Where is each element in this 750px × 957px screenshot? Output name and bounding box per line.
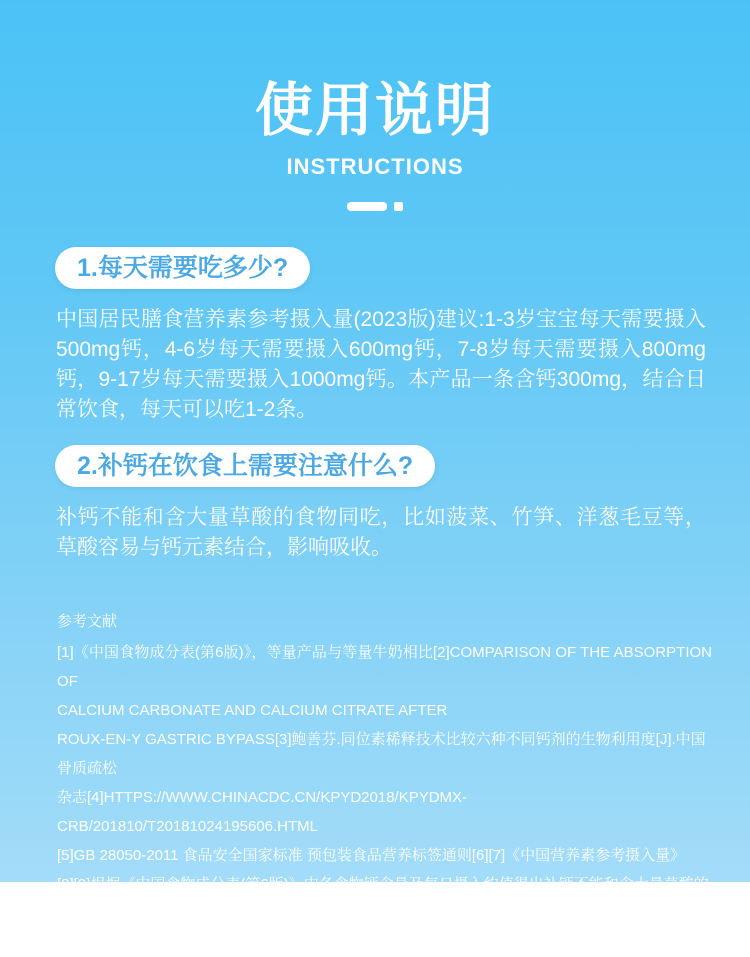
reference-line: 杂志[4]HTTPS://WWW.CHINACDC.CN/KPYD2018/KPYDMX-CRB/201810/T20181024195606.HTML <box>57 788 468 835</box>
reference-line: [5]GB 28050-2011 食品安全国家标准 预包装食品营养标签通则[6][7]《中国营养素参考摄入量》 <box>57 846 686 864</box>
divider-dot-icon <box>394 202 403 211</box>
reference-line: ROUX-EN-Y GASTRIC BYPASS[3]鲍善芬.同位素稀释技术比较六种不同钙剂的生物利用度[J].中国骨质疏松 <box>57 730 706 777</box>
divider-dash-icon <box>347 202 387 211</box>
reference-line: [8][9]根据《中国食物成分表(第6版)》中各食物钙含量及每日摄入约值得出补钙不能和含大量草酸的食物 <box>57 875 709 922</box>
reference-line: [1]《中国食物成分表(第6版)》，等量产品与等量牛奶相比[2]COMPARISON OF THE ABSORPTION OF <box>57 643 712 690</box>
references-title: 参考文献 <box>57 612 118 630</box>
page-title: 使用说明 <box>254 78 495 143</box>
section-heading-diet-notes: 2.补钙在饮食上需要注意什么? <box>55 445 435 487</box>
section-body-daily-amount: 中国居民膳食营养素参考摄入量(2023版)建议:1-3岁宝宝每天需要摄入500mg钙，4-6岁每天需要摄入600mg钙，7-8岁每天需要摄入800mg钙，9-17岁每天需要摄入1000mg钙。本产品一条含钙300mg，结合日常饮食，每天可以吃1-2条。 <box>56 307 706 421</box>
page-subtitle: INSTRUCTIONS <box>286 153 464 179</box>
section-body-diet-notes: 补钙不能和含大量草酸的食物同吃，比如菠菜、竹笋、洋葱毛豆等，草酸容易与钙元素结合，影响吸收。 <box>56 505 706 559</box>
section-diet-notes <box>0 425 750 563</box>
references-block <box>57 607 712 957</box>
section-heading-daily-amount: 1.每天需要吃多少? <box>55 247 310 289</box>
reference-line: CALCIUM CARBONATE AND CALCIUM CITRATE AFTER <box>57 701 448 719</box>
title-divider-ornament <box>0 202 750 211</box>
section-daily-amount <box>0 211 750 425</box>
poster-header <box>0 0 750 211</box>
reference-line: 同吃，比如菠菜、竹笋、洋葱毛豆等，草酸容易与钙元素结合，影响吸收。 <box>57 933 553 951</box>
